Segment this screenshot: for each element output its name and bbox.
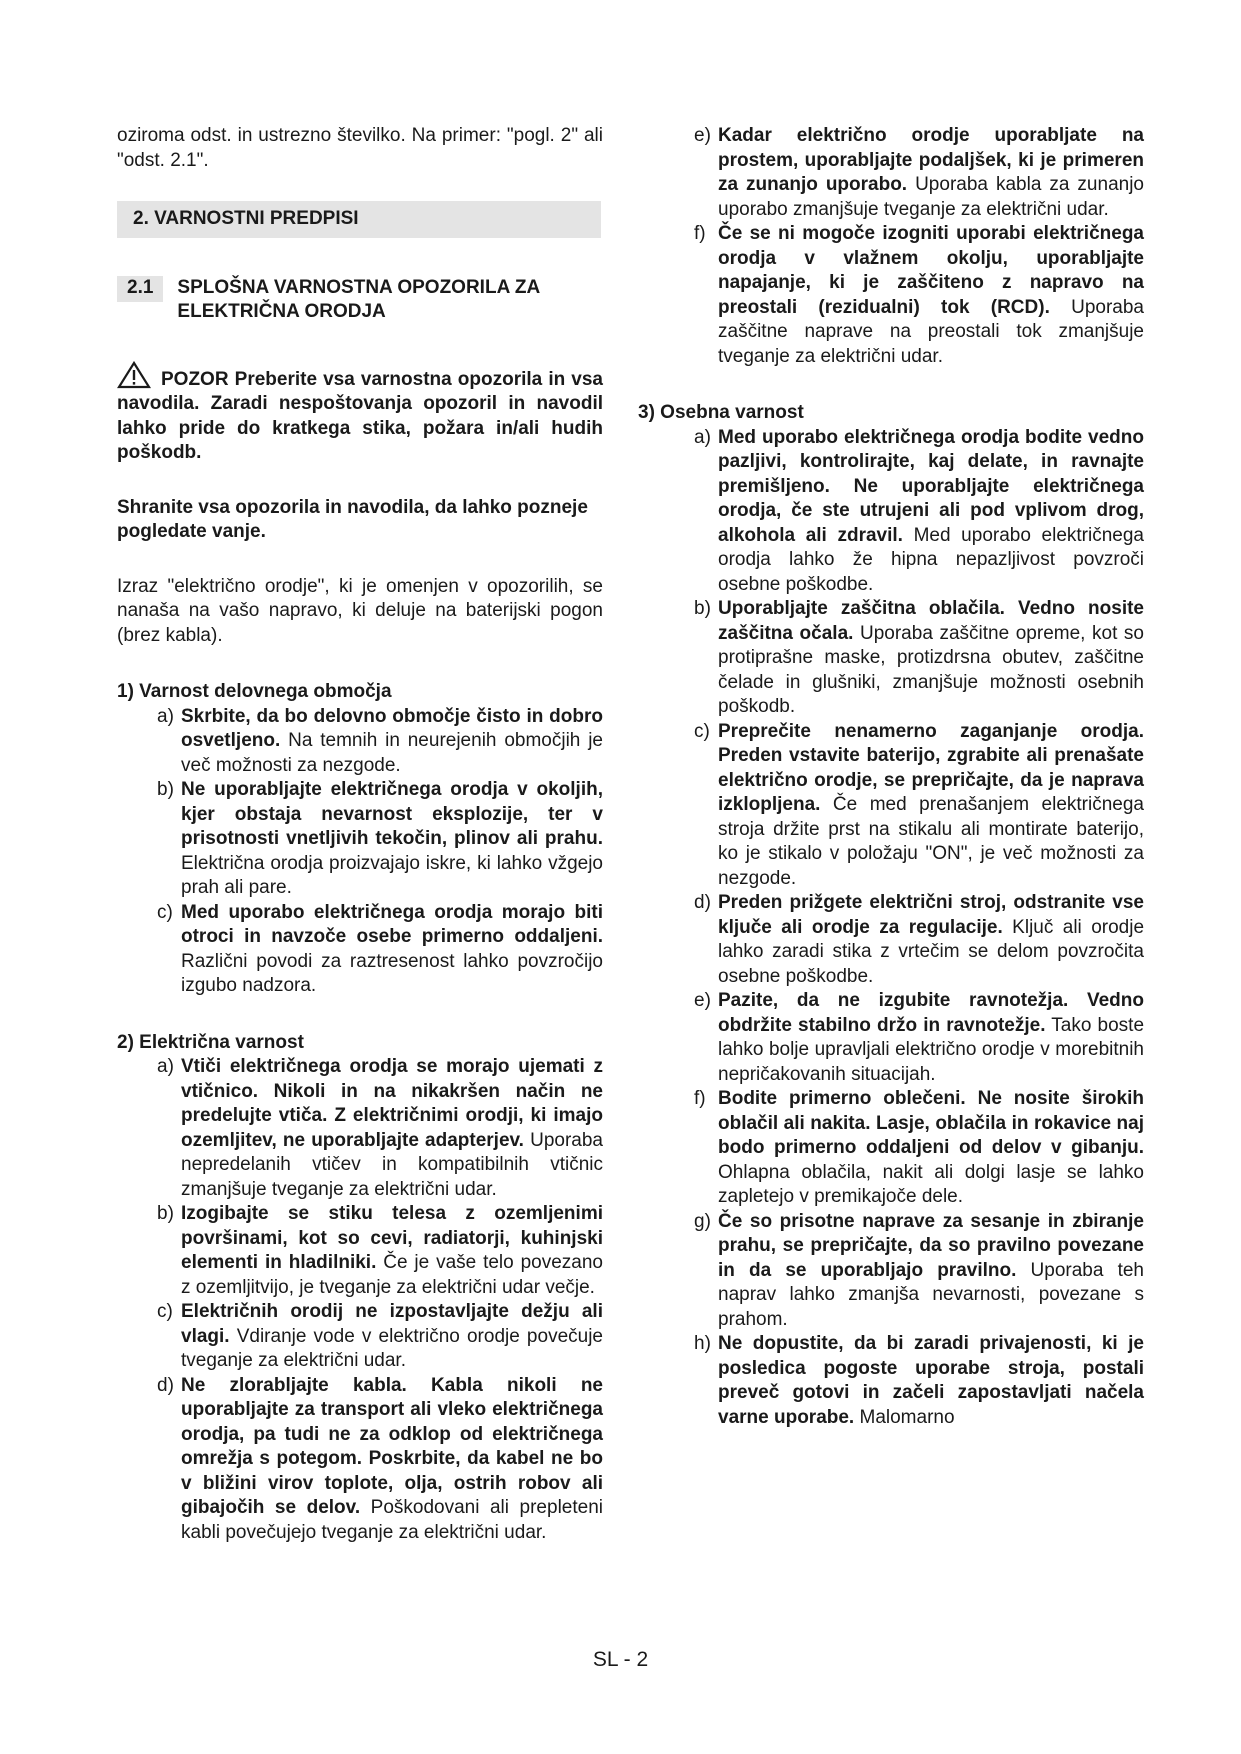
list-item: h) Ne dopustite, da bi zaradi privajenosti, ki je posledica pogoste uporabe stroja, postali preveč gotovi in začeli zapostavljati načela varne uporabe. Malomarno [694,1333,1144,1428]
list-item: d) Preden prižgete električni stroj, odstranite vse ključe ali orodje za regulacije. Ključ ali orodje lahko zaradi stika z vrtečim se delom povzročita osebne poškodbe. [694,892,1145,987]
intro-paragraph: oziroma odst. in ustrezno številko. Na primer: "pogl. 2" ali "odst. 2.1". [117,125,603,171]
list-item: e) Kadar električno orodje uporabljate na prostem, uporabljajte podaljšek, ki je primeren za zunanjo uporabo. Uporaba kabla za zunanjo uporabo zmanjšuje tveganje za električni udar. [694,125,1144,220]
section-heading: 2. VARNOSTNI PREDPISI [117,201,601,238]
section-2-list-continued [694,124,1144,369]
subsection-number: 2.1 [117,276,163,302]
list-item: c) Med uporabo električnega orodja morajo biti otroci in navzoče osebe primerno oddaljeni. Različni povodi za raztresenost lahko povzročijo izgubo nadzora. [157,901,603,996]
list-item: e) Pazite, da ne izgubite ravnotežja. Vedno obdržite stabilno držo in ravnotežje. Tako boste lahko bolje upravljali električno orodje v morebitnih nepričakovanih situacijah. [694,990,1145,1085]
list-item: a) Skrbite, da bo delovno območje čisto in dobro osvetljeno. Na temnih in neurejenih območjih je več možnosti za nezgode. [157,705,603,776]
list-item: f) Če se ni mogoče izogniti uporabi električnega orodja v vlažnem okolju, uporabljajte napajanje, ki je zaščiteno z napravo na preostali (rezidualni) tok (RCD). Uporaba zaščitne naprave na preostali tok zmanjšuje tveganje za električni udar. [694,223,1144,367]
warning-paragraph [117,361,603,466]
left-column [117,124,603,1545]
list-item: f) Bodite primerno oblečeni. Ne nosite širokih oblačil ali nakita. Lasje, oblačila in rokavice naj bodo primerno oddaljeni od delov v gibanju. Ohlapna oblačila, nakit ali dolgi lasje se lahko zapletejo v premikajoče dele. [694,1088,1144,1207]
page-number: SL - 2 [592,1648,649,1671]
list-item: b) Ne uporabljajte električnega orodja v okoljih, kjer obstaja nevarnost eksplozije, ter v prisotnosti vnetljivih tekočin, plinov ali prahu. Električna orodja proizvajajo iskre, ki lahko vžgejo prah ali pare. [157,779,603,898]
warning-triangle-icon [117,361,151,389]
section-3-title: 3) Osebna varnost [638,402,804,423]
right-column [638,124,1145,1430]
list-item: c) Električnih orodij ne izpostavljajte dežju ali vlagi. Vdiranje vode v električno orodje povečuje tveganje za električni udar. [157,1301,603,1371]
section-2-title: 2) Električna varnost [117,1031,304,1053]
list-item: b) Uporabljajte zaščitna oblačila. Vedno nosite zaščitna očala. Uporaba zaščitne opreme, kot so protiprašne maske, protizdrsna obutev, zaščitne čelade in glušniki, zmanjšuje možnosti osebnih poškodb. [694,598,1144,717]
keep-instructions: Shranite vsa opozorila in navodila, da lahko pozneje pogledate vanje. [117,496,588,542]
list-item: b) Izogibajte se stiku telesa z ozemljenimi površinami, kot so cevi, radiatorji, kuhinjski elementi in hladilniki. Če je vaše telo povezano z ozemljitvijo, je tveganje za električni udar večje. [157,1203,604,1298]
section-1-list [157,705,603,999]
subsection-heading [117,276,603,325]
section-1-title: 1) Varnost delovnega območja [117,681,392,702]
section-2-list [157,1055,603,1545]
section-3-list [694,426,1144,1431]
warning-text: POZOR Preberite vsa varnostna opozorila in vsa navodila. Zaradi nespoštovanja opozoril in navodil lahko pride do kratkega stika, požara in/ali hudih poškodb. [117,368,603,463]
list-item: g) Če so prisotne naprave za sesanje in zbiranje prahu, se prepričajte, da so pravilno povezane in da se uporabljajo pravilno. Uporaba teh naprav lahko zmanjša nevarnosti, povezane s prahom. [694,1210,1144,1330]
list-item: a) Med uporabo električnega orodja bodite vedno pazljivi, kontrolirajte, kaj delate, in ravnajte premišljeno. Ne uporabljajte električnega orodja, če ste utrujeni ali pod vplivom drog, alkohola ali zdravil. Med uporabo električnega orodja lahko že hipna nepazljivost povzroči osebne poškodbe. [694,426,1144,595]
list-item: d) Ne zlorabljajte kabla. Kabla nikoli ne uporabljajte za transport ali vleko električnega orodja, pa tudi ne za odklop od električnega omrežja s potegom. Poskrbite, da kabel ne bo v bližini virov toplote, olja, ostrih robov ali gibajočih se delov. Poškodovani ali prepleteni kabli povečujejo tveganje za električni udar. [157,1374,603,1543]
subsection-title: SPLOŠNA VARNOSTNA OPOZORILA ZA ELEKTRIČNA ORODJA [177,276,540,322]
list-item: a) Vtiči električnega orodja se morajo ujemati z vtičnico. Nikoli in na nikakršen način ne predelujte vtiča. Z električnimi orodji, ki imajo ozemljitev, ne uporabljajte adapterjev. Uporaba nepredelanih vtičev in kompatibilnih vtičnic zmanjšuje tveganje za električni udar. [157,1056,603,1200]
list-item: c) Preprečite nenamerno zaganjanje orodja. Preden vstavite baterijo, zgrabite ali prenašate električno orodje, se prepričajte, da je naprava izklopljena. Če med prenašanjem električnega stroja držite prst na stikalu ali montirate baterijo, ko je stikalo v položaju "ON", je več možnosti za nezgode. [694,720,1144,889]
definition-paragraph: Izraz "električno orodje", ki je omenjen v opozorilih, se nanaša na vašo napravo, ki deluje na baterijski pogon (brez kabla). [117,575,603,646]
